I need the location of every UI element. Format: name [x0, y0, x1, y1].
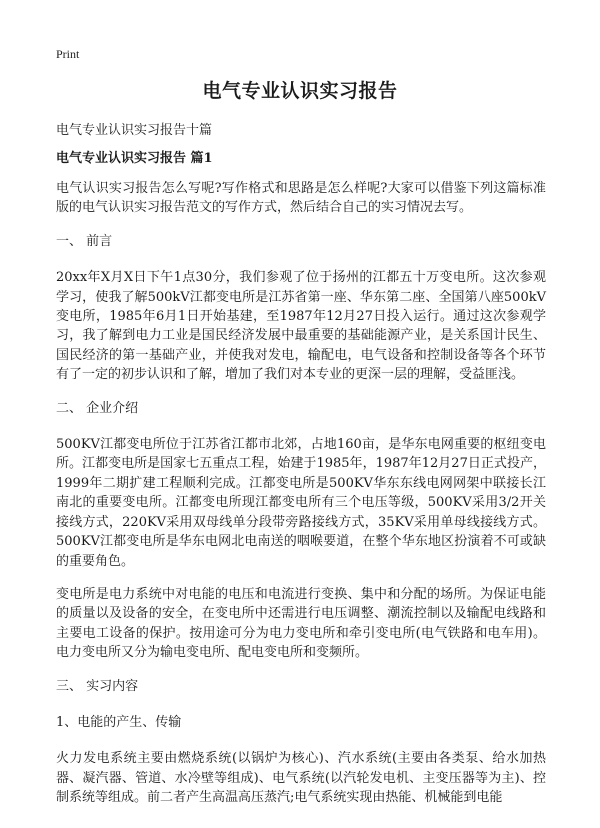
paragraph-intro: 电气认识实习报告怎么写呢?写作格式和思路是怎么样呢?大家可以借鉴下列这篇标准版的电气认识实习报告范文的写作方式，然后结合自己的实习情况去写。	[56, 181, 546, 216]
paragraph-preface: 20xx年X月X日下午1点30分，我们参观了位于扬州的江都五十万变电所。这次参观学习，使我了解500kV江都变电所是江苏省第一座、华东第二座、全国第八座500kV变电所，1985年6月1日开始基建，至1987年12月27日投入运行。通过这次参观学习，我了解到电力工业是国民经济发展中最重要的基础能源产业，是关系国计民生、国民经济的第一基础产业，并使我对发电，输配电，电气设备和控制设备等各个环节有了一定的初步认识和了解，增加了我们对本专业的更深一层的理解，受益匪浅。	[56, 270, 546, 383]
page-title: 电气专业认识实习报告	[202, 80, 398, 102]
collection-subtitle: 电气专业认识实习报告十篇	[56, 123, 213, 138]
print-link[interactable]: Print	[56, 47, 80, 61]
heading-content: 三、 实习内容	[56, 678, 139, 694]
article-title: 电气专业认识实习报告 篇1	[56, 151, 213, 166]
heading-generation: 1、电能的产生、传输	[56, 714, 182, 730]
heading-preface: 一、 前言	[56, 233, 113, 249]
article-body	[56, 179, 546, 822]
paragraph-company-2: 变电所是电力系统中对电能的电压和电流进行变换、集中和分配的场所。为保证电能的质量以及设备的安全，在变电所中还需进行电压调整、潮流控制以及输配电线路和主要电工设备的保护。按用途可分为电力变电所和牵引变电所(电气铁路和电车用)。电力变电所又分为输电变电所、配电变电所和变频所。	[56, 586, 546, 661]
paragraph-company-1: 500KV江都变电所位于江苏省江都市北郊，占地160亩，是华东电网重要的枢纽变电所。江都变电所是国家七五重点工程，始建于1985年，1987年12月27日正式投产，1999年二期扩建工程顺利完成。江都变电所是500KV华东东线电网网架中联接长江南北的重要变电所。江都变电所现江都变电所有三个电压等级，500KV采用3/2开关接线方式，220KV采用双母线单分段带旁路接线方式，35KV采用单母线接线方式。500KV江都变电所是华东电网北电南送的咽喉要道，在整个华东地区扮演着不可或缺的重要角色。	[56, 437, 546, 569]
heading-company: 二、 企业介绍	[56, 400, 139, 416]
paragraph-generation: 火力发电系统主要由燃烧系统(以锅炉为核心)、汽水系统(主要由各类泵、给水加热器、凝汽器、管道、水冷壁等组成)、电气系统(以汽轮发电机、主变压器等为主)、控制系统等组成。前二者产生高温高压蒸汽;电气系统实现由热能、机械能到电能	[56, 751, 546, 806]
